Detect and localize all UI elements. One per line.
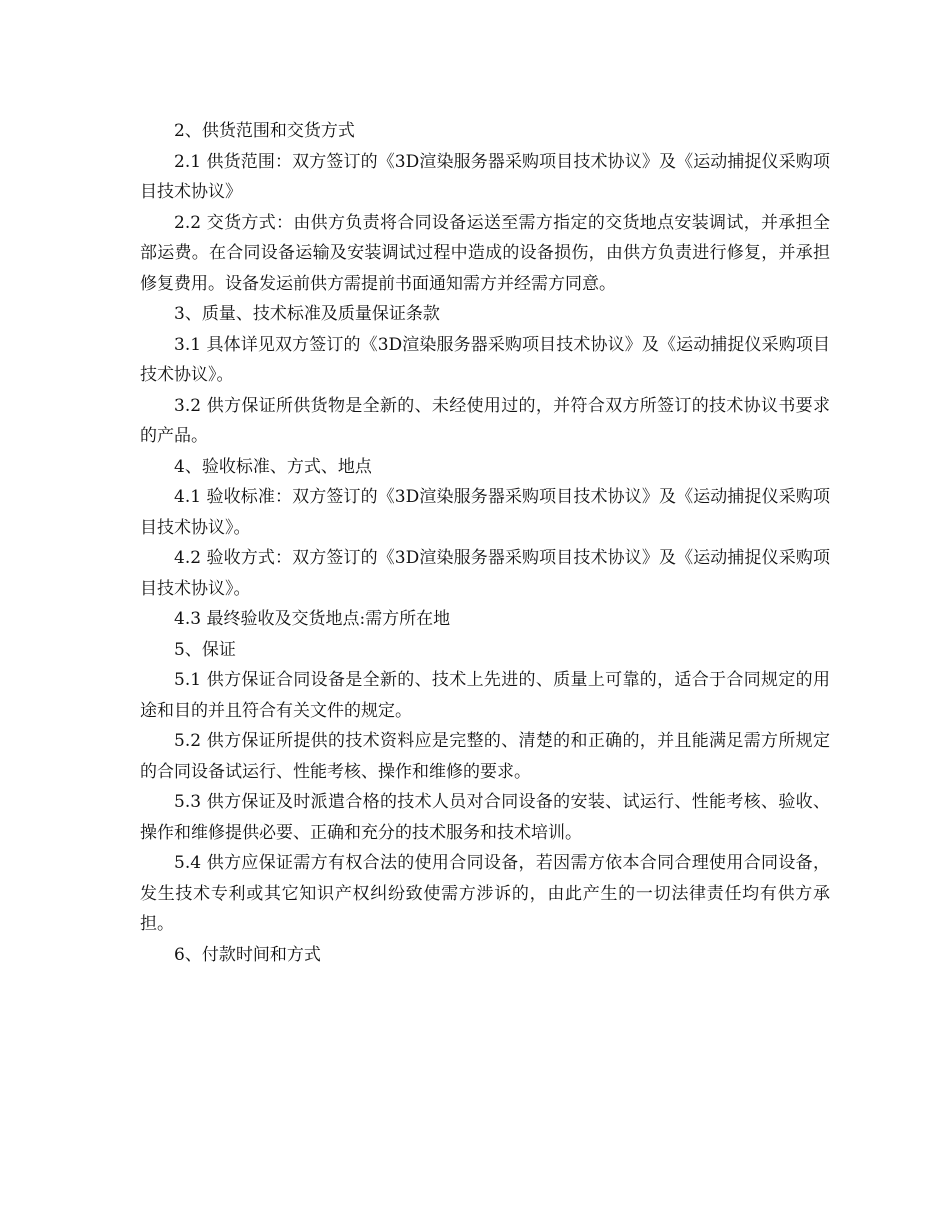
paragraph-5-3: 5.3 供方保证及时派遣合格的技术人员对合同设备的安装、试运行、性能考核、验收、操作和维修提供必要、正确和充分的技术服务和技术培训。 <box>140 792 830 843</box>
paragraph-4-1: 4.1 验收标准：双方签订的《3D渲染服务器采购项目技术协议》及《运动捕捉仪采购项目技术协议》。 <box>140 487 830 538</box>
document-body <box>140 116 830 970</box>
section-heading-supply: 2、供货范围和交货方式 <box>174 121 355 141</box>
paragraph-5-2: 5.2 供方保证所提供的技术资料应是完整的、清楚的和正确的，并且能满足需方所规定的合同设备试运行、性能考核、操作和维修的要求。 <box>140 731 830 782</box>
paragraph-4-3: 4.3 最终验收及交货地点:需方所在地 <box>174 609 451 629</box>
paragraph-5-4: 5.4 供方应保证需方有权合法的使用合同设备，若因需方依本合同合理使用合同设备，发生技术专利或其它知识产权纠纷致使需方涉诉的，由此产生的一切法律责任均有供方承担。 <box>140 853 830 934</box>
section-heading-acceptance: 4、验收标准、方式、地点 <box>174 456 372 477</box>
paragraph-3-1: 3.1 具体详见双方签订的《3D渲染服务器采购项目技术协议》及《运动捕捉仪采购项目技术协议》。 <box>140 334 830 385</box>
paragraph-4-2: 4.2 验收方式：双方签订的《3D渲染服务器采购项目技术协议》及《运动捕捉仪采购项目技术协议》。 <box>140 548 830 599</box>
paragraph-5-1: 5.1 供方保证合同设备是全新的、技术上先进的、质量上可靠的，适合于合同规定的用途和目的并且符合有关文件的规定。 <box>140 670 830 721</box>
paragraph-3-2: 3.2 供方保证所供货物是全新的、未经使用过的，并符合双方所签订的技术协议书要求的产品。 <box>140 395 830 446</box>
section-heading-quality: 3、质量、技术标准及质量保证条款 <box>174 304 440 324</box>
section-heading-guarantee: 5、保证 <box>174 639 236 660</box>
section-heading-payment: 6、付款时间和方式 <box>174 944 321 965</box>
paragraph-2-1: 2.1 供货范围：双方签订的《3D渲染服务器采购项目技术协议》及《运动捕捉仪采购项目技术协议》 <box>140 151 830 202</box>
paragraph-2-2: 2.2 交货方式：由供方负责将合同设备运送至需方指定的交货地点安装调试，并承担全部运费。在合同设备运输及安装调试过程中造成的设备损伤，由供方负责进行修复，并承担修复费用。设备发运前供方需提前书面通知需方并经需方同意。 <box>140 212 830 294</box>
